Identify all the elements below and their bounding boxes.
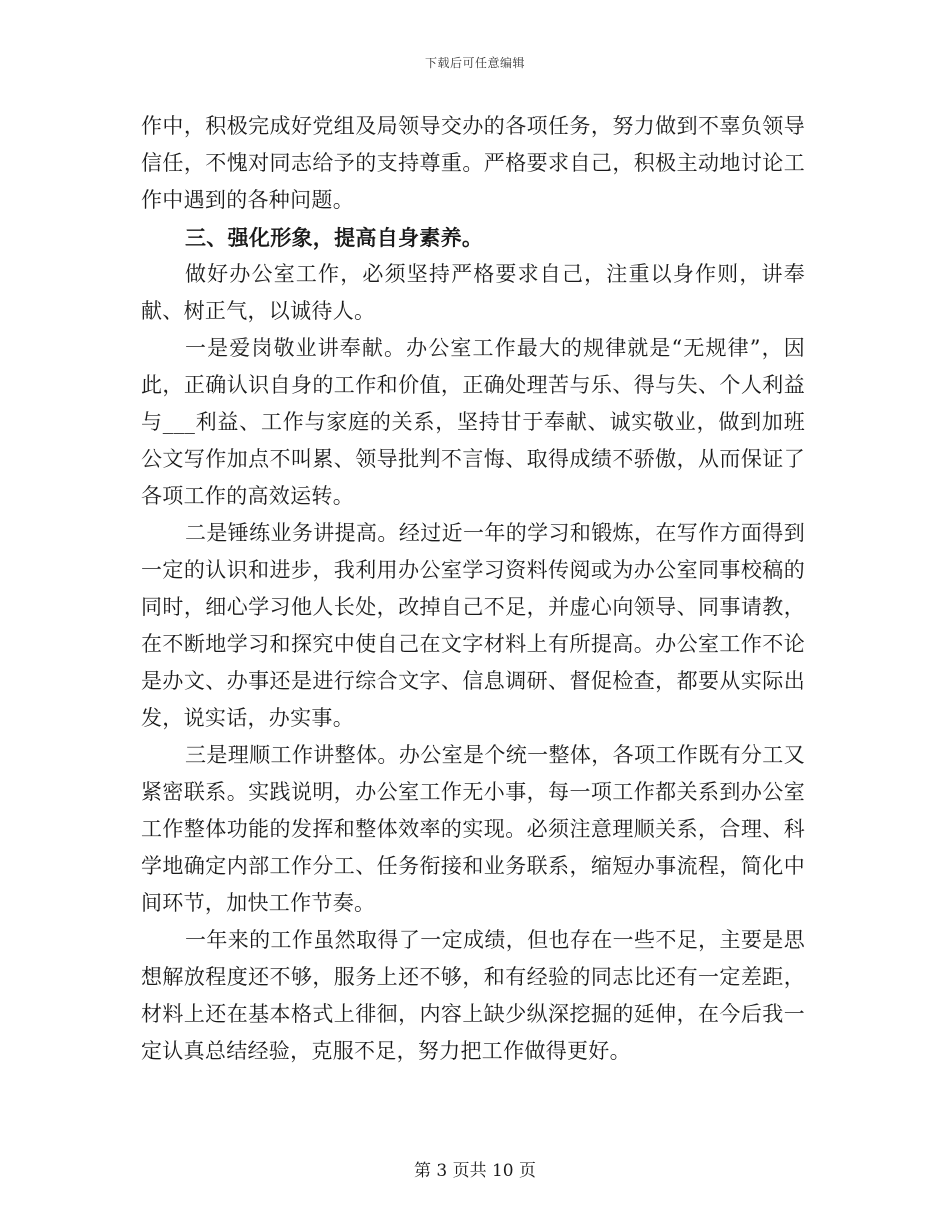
section-heading: 三、强化形象，提高自身素养。 (185, 225, 484, 250)
paragraph-conclusion: 一年来的工作虽然取得了一定成绩，但也存在一些不足，主要是思想解放程度还不够，服务上还不够，和有经验的同志比还有一定差距，材料上还在基本格式上徘徊，内容上缺少纵深挖掘的延伸，在今后我一定认真总结经验，克服不足，努力把工作做得更好。 (141, 928, 805, 1063)
paragraph-continued: 作中，积极完成好党组及局领导交办的各项任务，努力做到不辜负领导信任，不愧对同志给予的支持尊重。严格要求自己，积极主动地讨论工作中遇到的各种问题。 (141, 114, 805, 212)
page-number: 第 3 页共 10 页 (413, 1161, 537, 1181)
page-header: 下载后可任意编辑 (424, 56, 525, 70)
paragraph-point-2: 二是锤练业务讲提高。经过近一年的学习和锻炼，在写作方面得到一定的认识和进步，我利用办公室学习资料传阅或为办公室同事校稿的同时，细心学习他人长处，改掉自己不足，并虚心向领导、同事请教，在不断地学习和探究中使自己在文字材料上有所提高。办公室工作不论是办文、办事还是进行综合文字、信息调研、督促检查，都要从实际出发，说实话，办实事。 (141, 521, 805, 730)
paragraph-point-3: 三是理顺工作讲整体。办公室是个统一整体，各项工作既有分工又紧密联系。实践说明，办公室工作无小事，每一项工作都关系到办公室工作整体功能的发挥和整体效率的实现。必须注意理顺关系，合理、科学地确定内部工作分工、任务衔接和业务联系，缩短办事流程，简化中间环节，加快工作节奏。 (141, 743, 805, 915)
paragraph-point-1: 一是爱岗敬业讲奉献。办公室工作最大的规律就是“无规律”，因此，正确认识自身的工作和价值，正确处理苦与乐、得与失、个人利益与___利益、工作与家庭的关系，坚持甘于奉献、诚实敬业，做到加班公文写作加点不叫累、领导批判不言悔、取得成绩不骄傲，从而保证了各项工作的高效运转。 (141, 336, 805, 508)
paragraph-intro: 做好办公室工作，必须坚持严格要求自己，注重以身作则，讲奉献、树正气，以诚待人。 (141, 262, 805, 323)
document-body (141, 108, 805, 1070)
